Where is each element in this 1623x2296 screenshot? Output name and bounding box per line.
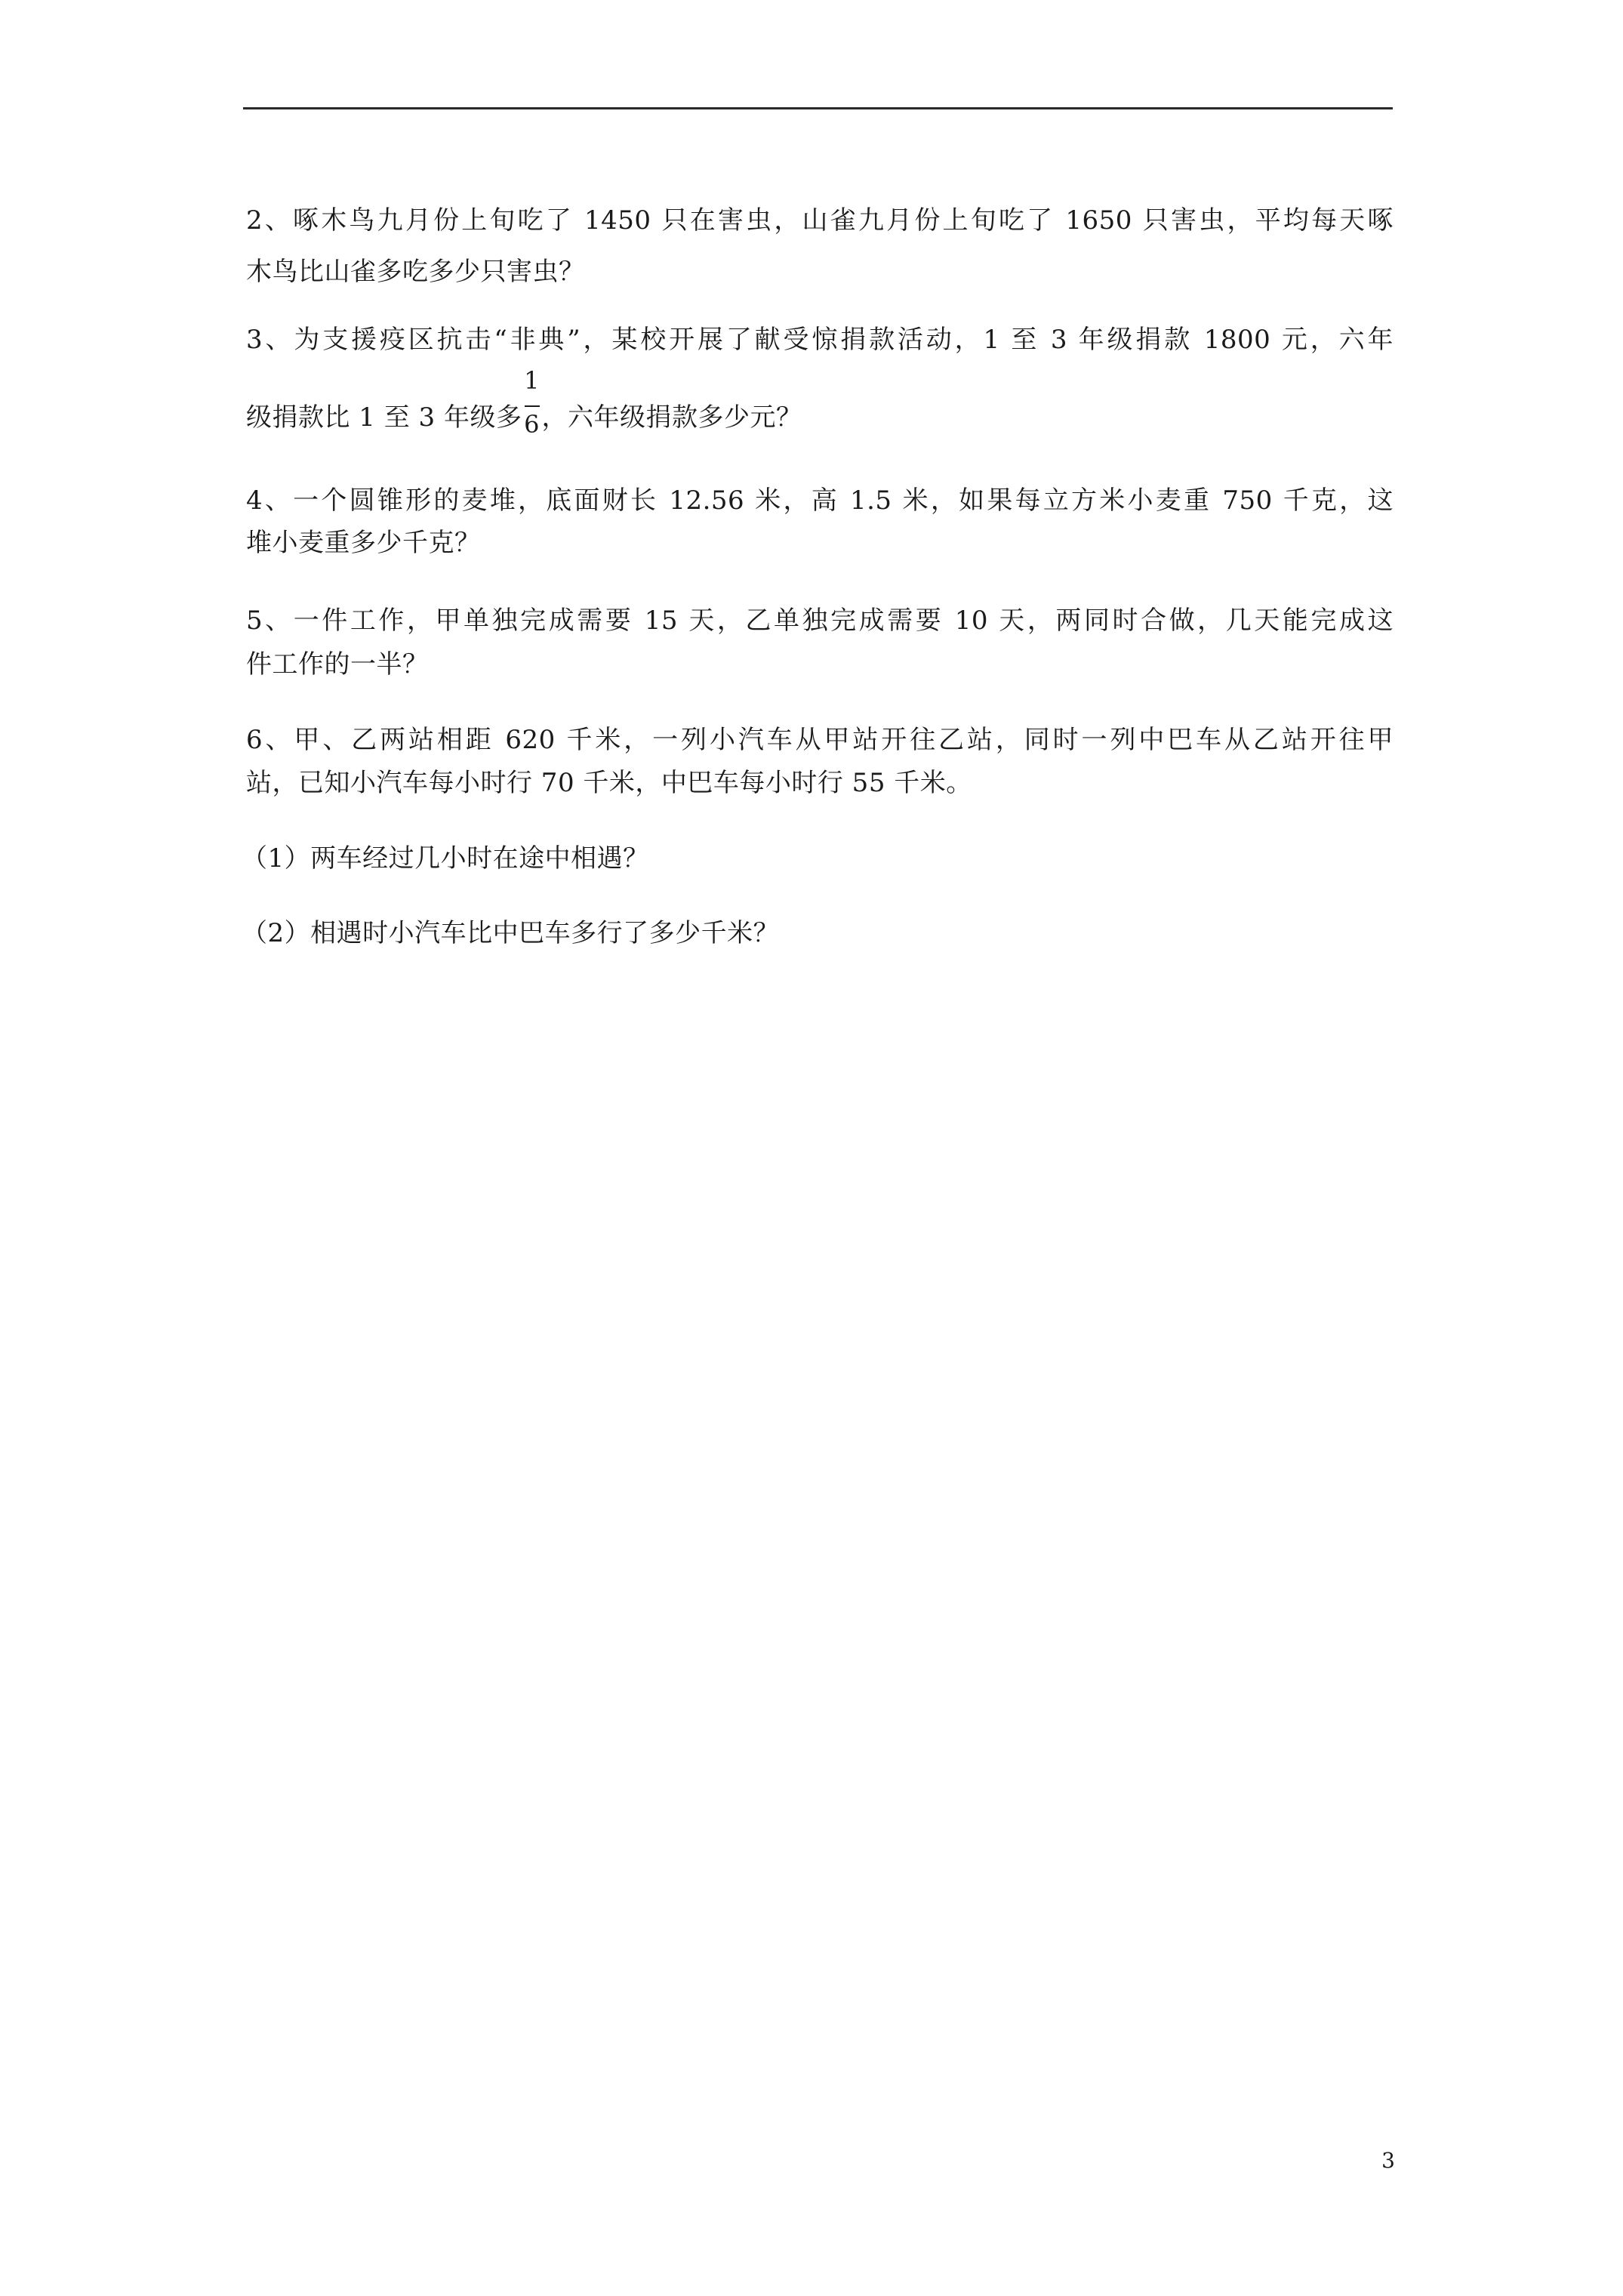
fraction-denominator: 6: [524, 410, 540, 439]
problem-6-line-2: 站，已知小汽车每小时行 70 千米，中巴车每小时行 55 千米。: [246, 768, 972, 798]
problem-2-line-2: 木鸟比山雀多吃多少只害虫？: [246, 257, 585, 287]
problem-3-text-after-fraction: ，六年级捐款多少元？: [541, 402, 802, 433]
problem-3-text-before-fraction: 级捐款比 1 至 3 年级多: [246, 402, 522, 433]
problem-4-line-1: 4、一个圆锥形的麦堆，底面财长 12.56 米，高 1.5 米，如果每立方米小麦重 750 千克，这: [246, 485, 1394, 516]
fraction-bar: [525, 405, 540, 407]
problem-2-line-1: 2、啄木鸟九月份上旬吃了 1450 只在害虫，山雀九月份上旬吃了 1650 只害虫，平均每天啄: [246, 205, 1394, 236]
fraction-numerator: 1: [524, 366, 540, 395]
fraction-one-sixth: [524, 366, 540, 445]
problem-6-line-1: 6、甲、乙两站相距 620 千米，一列小汽车从甲站开往乙站，同时一列中巴车从乙站开往甲: [246, 725, 1394, 755]
problem-5-line-1: 5、一件工作，甲单独完成需要 15 天，乙单独完成需要 10 天，两同时合做，几天能完成这: [246, 606, 1394, 636]
problem-3-line-2: [246, 366, 1394, 445]
problem-5-line-2: 件工作的一半？: [246, 649, 429, 680]
problem-3-line-1: 3、为支援疫区抗击“非典”，某校开展了献受惊捐款活动，1 至 3 年级捐款 1800 元，六年: [246, 325, 1394, 355]
problem-4-line-2: 堆小麦重多少千克？: [246, 528, 481, 558]
header-rule: [243, 107, 1393, 109]
page-number: 3: [1381, 2148, 1395, 2173]
problem-6-subquestion-2: （2）相遇时小汽车比中巴车多行了多少千米？: [242, 918, 780, 948]
problem-6-subquestion-1: （1）两车经过几小时在途中相遇？: [242, 843, 649, 874]
